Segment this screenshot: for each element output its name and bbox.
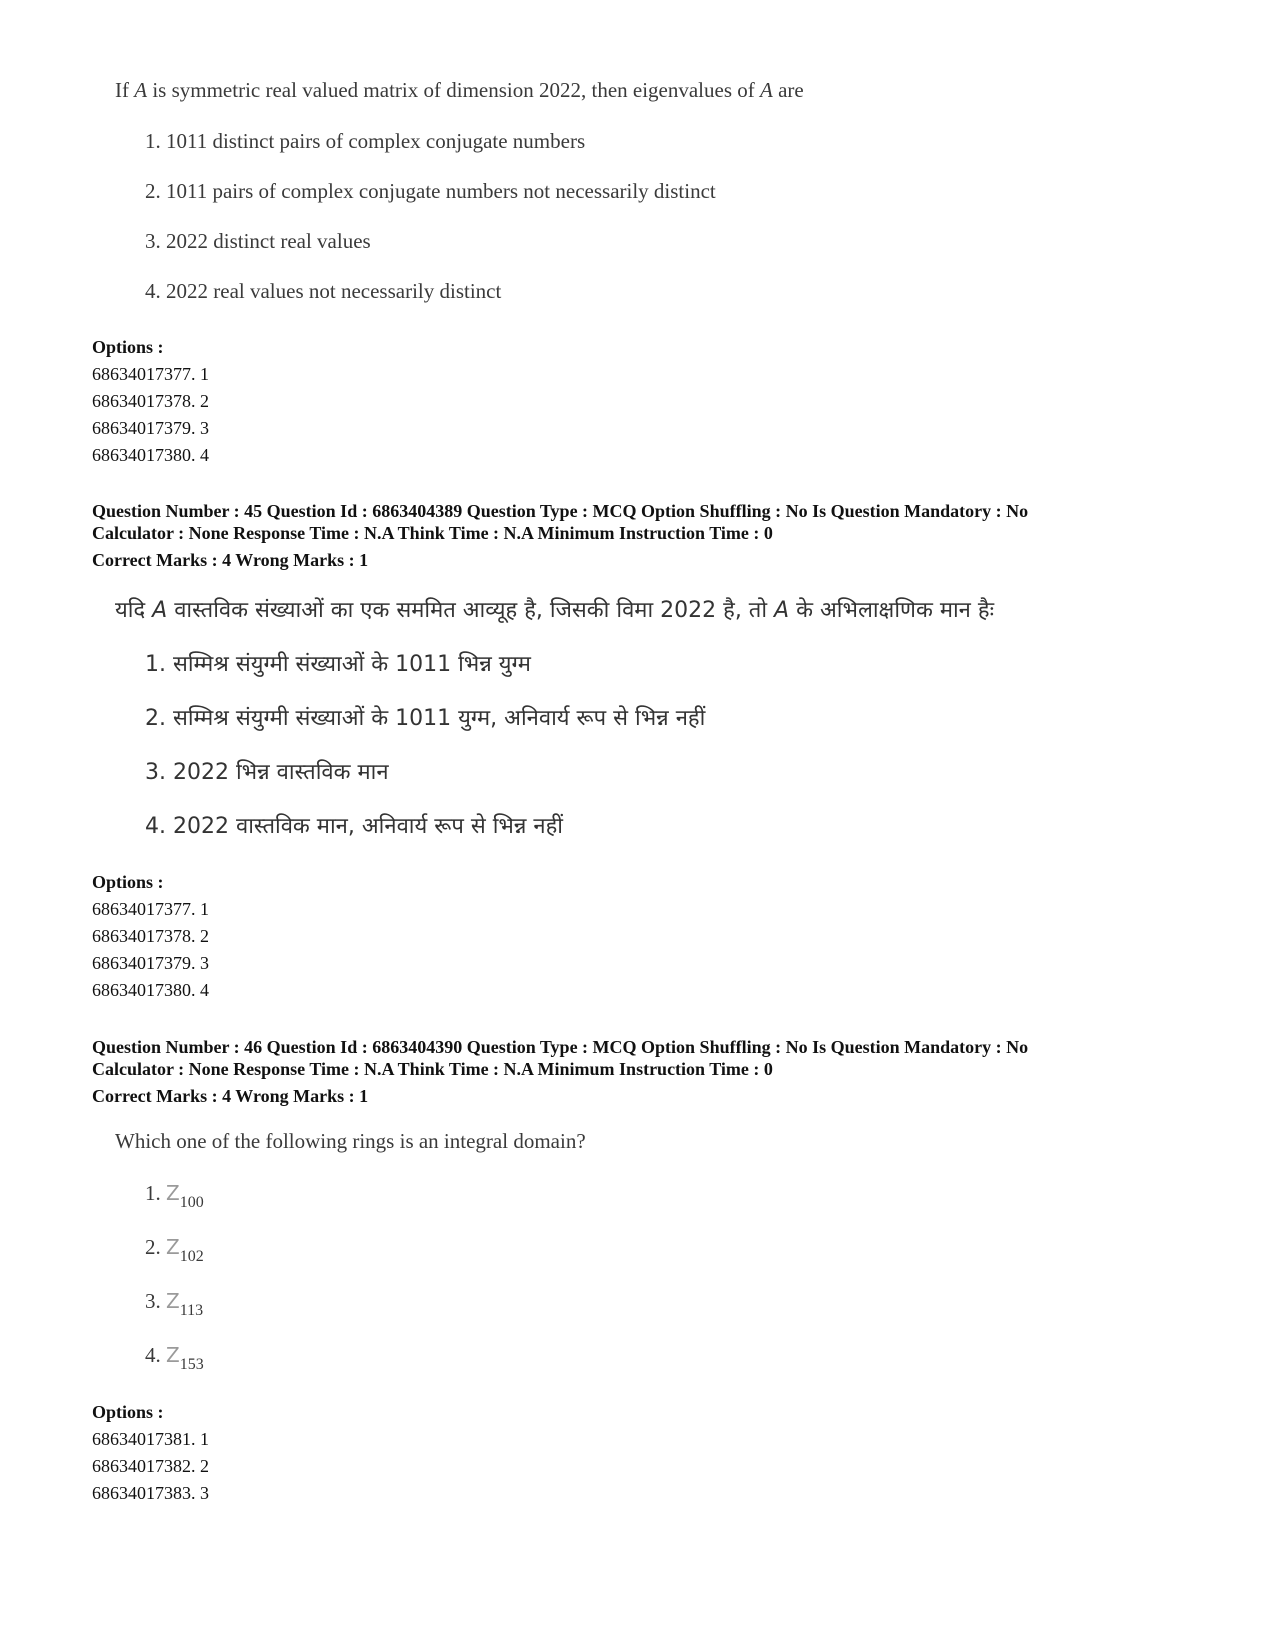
- q46-option-3-num: 3.: [145, 1289, 161, 1313]
- q44-stem-mid: is symmetric real valued matrix of dimension 2022, then eigenvalues of: [147, 78, 761, 102]
- q44-stem-pre: If: [115, 78, 135, 102]
- q45-meta-line1: Question Number : 45 Question Id : 6863404389 Question Type : MCQ Option Shuffling : No Is Question Mandatory : No: [92, 501, 1029, 521]
- q45-option-id-4: 68634017380. 4: [92, 980, 209, 1000]
- q44-stem-var2: A: [760, 78, 773, 102]
- q45-option-1: 1. सम्मिश्र संयुग्मी संख्याओं के 1011 भिन्न युग्म: [145, 652, 531, 677]
- q46-meta-line2: Calculator : None Response Time : N.A Think Time : N.A Minimum Instruction Time : 0: [92, 1059, 773, 1079]
- q46-option-1-set: Z: [166, 1181, 180, 1205]
- q45-option-id-1: 68634017377. 1: [92, 899, 209, 919]
- q46-option-2-num: 2.: [145, 1235, 161, 1259]
- q45-stem-pre: यदि: [115, 598, 153, 623]
- q46-option-1-sub: 100: [179, 1194, 204, 1211]
- q46-meta-line3: Correct Marks : 4 Wrong Marks : 1: [92, 1086, 369, 1106]
- q45-stem-mid: वास्तविक संख्याओं का एक सममित आव्यूह है, जिसकी विमा 2022 है, तो: [167, 598, 775, 623]
- q46-option-4-set: Z: [166, 1343, 180, 1367]
- q45-option-2: 2. सम्मिश्र संयुग्मी संख्याओं के 1011 युग्म, अनिवार्य रूप से भिन्न नहीं: [145, 706, 706, 731]
- q46-option-4: [145, 1343, 204, 1373]
- q46-option-2-set: Z: [166, 1235, 180, 1259]
- q46-option-3: [145, 1289, 204, 1319]
- q46-option-3-sub: 113: [179, 1302, 204, 1319]
- q45-option-3: 3. 2022 भिन्न वास्तविक मान: [145, 760, 389, 785]
- q46-meta: [92, 1036, 1028, 1107]
- q46-stem: Which one of the following rings is an integral domain?: [115, 1129, 586, 1153]
- q44-stem: [115, 80, 804, 101]
- q45-stem-var1: A: [152, 598, 168, 623]
- q46-option-1: [145, 1181, 204, 1211]
- q44-stem-var1: A: [134, 78, 148, 102]
- q44-options-title: Options :: [92, 337, 164, 357]
- q44-option-id-3: 68634017379. 3: [92, 418, 209, 438]
- q44-option-2: 2. 1011 pairs of complex conjugate numbers not necessarily distinct: [145, 179, 716, 203]
- q45-stem-post: के अभिलाक्षणिक मान हैः: [789, 598, 995, 623]
- q46-option-id-3: 68634017383. 3: [92, 1483, 209, 1503]
- q46-option-id-1: 68634017381. 1: [92, 1429, 209, 1449]
- q44-option-3: 3. 2022 distinct real values: [145, 229, 371, 253]
- q45-meta-line2: Calculator : None Response Time : N.A Think Time : N.A Minimum Instruction Time : 0: [92, 523, 773, 543]
- q45-stem: [115, 600, 994, 622]
- q44-stem-post: are: [772, 78, 804, 102]
- q46-option-2-sub: 102: [179, 1248, 204, 1265]
- q46-options-list: [92, 1399, 209, 1507]
- q44-option-id-1: 68634017377. 1: [92, 364, 209, 384]
- q45-stem-var2: A: [774, 598, 790, 623]
- q46-option-3-set: Z: [166, 1289, 180, 1313]
- q44-options-list: [92, 334, 209, 469]
- q45-options-list: [92, 869, 209, 1004]
- q46-option-id-2: 68634017382. 2: [92, 1456, 209, 1476]
- q44-option-id-2: 68634017378. 2: [92, 391, 209, 411]
- q44-option-1: 1. 1011 distinct pairs of complex conjugate numbers: [145, 129, 586, 153]
- q46-option-4-num: 4.: [145, 1343, 161, 1367]
- q45-meta-line3: Correct Marks : 4 Wrong Marks : 1: [92, 550, 369, 570]
- q44-option-id-4: 68634017380. 4: [92, 445, 209, 465]
- q45-meta: [92, 500, 1028, 571]
- q46-options-title: Options :: [92, 1402, 164, 1422]
- q46-option-4-sub: 153: [179, 1356, 204, 1373]
- q45-option-4: 4. 2022 वास्तविक मान, अनिवार्य रूप से भिन्न नहीं: [145, 814, 563, 839]
- q45-option-id-2: 68634017378. 2: [92, 926, 209, 946]
- q46-meta-line1: Question Number : 46 Question Id : 6863404390 Question Type : MCQ Option Shuffling : No Is Question Mandatory : No: [92, 1037, 1029, 1057]
- q45-option-id-3: 68634017379. 3: [92, 953, 209, 973]
- q46-option-2: [145, 1235, 204, 1265]
- q46-option-1-num: 1.: [145, 1181, 161, 1205]
- q44-option-4: 4. 2022 real values not necessarily distinct: [145, 279, 502, 303]
- q45-options-title: Options :: [92, 872, 164, 892]
